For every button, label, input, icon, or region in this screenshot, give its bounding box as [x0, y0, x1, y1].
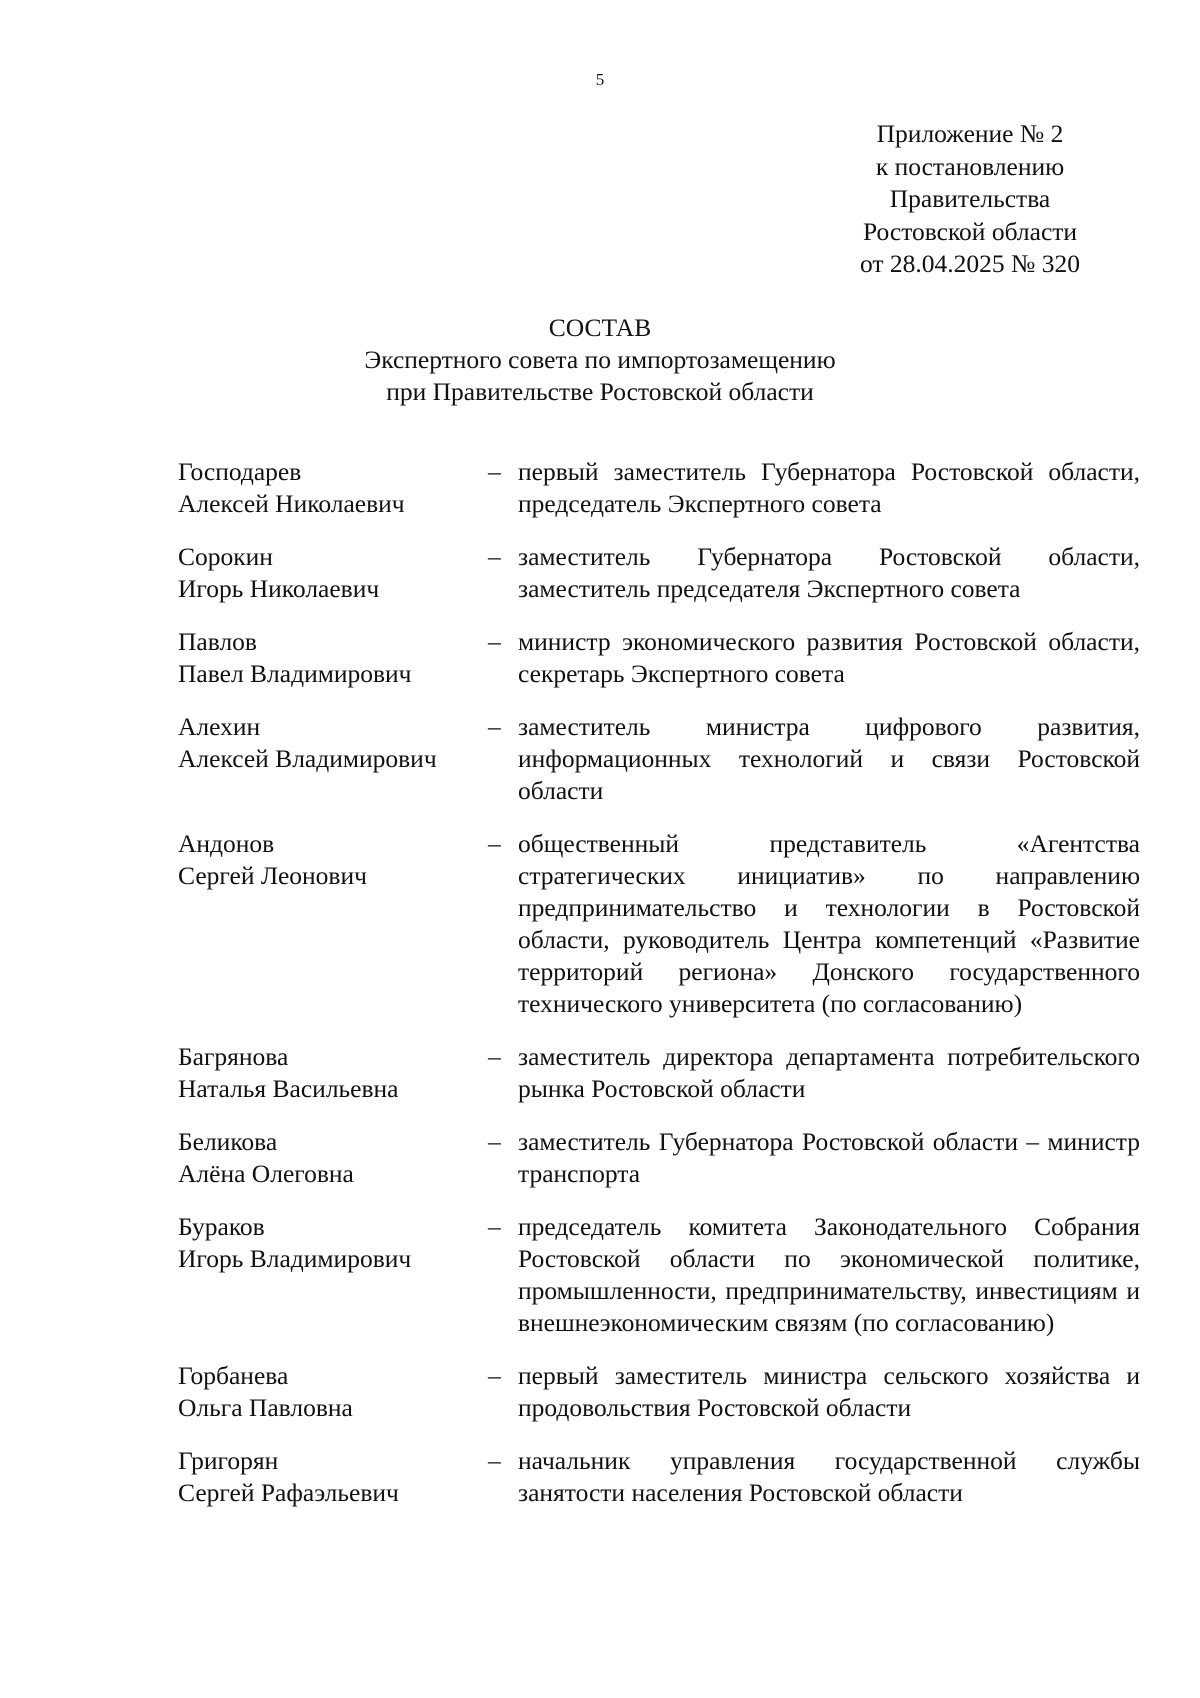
member-dash: – [488, 542, 501, 571]
member-surname: Павлов [178, 627, 257, 656]
member-position: заместитель министра цифрового развития, информационных технологий и связи Ростовской области [518, 712, 1140, 805]
member-name [178, 828, 488, 1020]
member-surname: Господарев [178, 457, 302, 486]
member-surname: Бураков [178, 1212, 265, 1241]
member-dash: – [488, 1127, 501, 1156]
member-given-name: Алексей Николаевич [178, 489, 405, 518]
member-given-name: Сергей Рафаэльевич [178, 1478, 399, 1507]
member-name [178, 456, 488, 520]
member-given-name: Павел Владимирович [178, 659, 412, 688]
member-name [178, 1445, 488, 1509]
member-given-name: Наталья Васильевна [178, 1074, 399, 1103]
member-dash: – [488, 1446, 501, 1475]
member-position: председатель комитета Законодательного Собрания Ростовской области по экономической политике, промышленности, предпринимательству, инвестициям и внешнеэкономическим связям (по согласованию) [518, 1212, 1140, 1337]
member-name [178, 711, 488, 807]
title-heading: СОСТАВ [548, 313, 652, 342]
member-position: начальник управления государственной службы занятости населения Ростовской области [518, 1446, 1140, 1507]
appendix-line: Правительства [889, 184, 1051, 213]
member-surname: Сорокин [178, 542, 273, 571]
title-subtitle-line: Экспертного совета по импортозамещению [364, 345, 836, 374]
appendix-line: Ростовской области [862, 216, 1078, 246]
member-dash: – [488, 457, 501, 486]
member-dash: – [488, 1361, 501, 1390]
appendix-line: к постановлению [875, 151, 1065, 181]
appendix-header [820, 118, 1120, 281]
appendix-line: от 28.04.2025 № 320 [859, 249, 1080, 278]
member-given-name: Игорь Владимирович [178, 1244, 412, 1273]
member-surname: Горбанева [178, 1361, 289, 1390]
page-number: 5 [595, 70, 605, 89]
member-name [178, 541, 488, 605]
member-name [178, 1041, 488, 1105]
member-name [178, 1126, 488, 1190]
member-position: первый заместитель Губернатора Ростовской области, председатель Экспертного совета [518, 457, 1140, 518]
member-surname: Багрянова [178, 1042, 289, 1071]
title-subtitle-line: при Правительстве Ростовской области [386, 377, 814, 406]
member-position: заместитель Губернатора Ростовской области, заместитель председателя Экспертного совета [518, 542, 1140, 603]
member-name [178, 1360, 488, 1424]
member-given-name: Сергей Леонович [178, 861, 367, 890]
member-dash: – [488, 712, 501, 741]
appendix-line: Приложение № 2 [876, 119, 1064, 148]
member-entry [178, 1360, 1140, 1424]
member-position: заместитель директора департамента потребительского рынка Ростовской области [518, 1042, 1140, 1103]
member-surname: Андонов [178, 829, 275, 858]
member-name [178, 626, 488, 690]
member-dash: – [488, 627, 501, 656]
member-given-name: Алексей Владимирович [178, 744, 437, 773]
member-position: первый заместитель министра сельского хозяйства и продовольствия Ростовской области [518, 1361, 1140, 1422]
members-list [178, 456, 1140, 1530]
member-given-name: Алёна Олеговна [178, 1159, 354, 1188]
member-given-name: Ольга Павловна [178, 1393, 353, 1422]
member-entry [178, 541, 1140, 605]
member-position: общественный представитель «Агентства стратегических инициатив» по направлению предпринимательство и технологии в Ростовской области, руководитель Центра компетенций «Развитие территорий региона» Донского государственного технического университета (по согласованию) [518, 829, 1140, 1018]
member-position: заместитель Губернатора Ростовской области – министр транспорта [518, 1127, 1140, 1188]
member-entry [178, 1041, 1140, 1105]
member-dash: – [488, 1212, 501, 1241]
member-entry [178, 456, 1140, 520]
member-entry [178, 711, 1140, 807]
member-entry [178, 828, 1140, 1020]
member-entry [178, 626, 1140, 690]
member-position: министр экономического развития Ростовской области, секретарь Экспертного совета [518, 627, 1140, 688]
document-title [0, 312, 1200, 408]
member-dash: – [488, 1042, 501, 1071]
member-entry [178, 1211, 1140, 1339]
member-entry [178, 1445, 1140, 1509]
member-surname: Беликова [178, 1127, 278, 1156]
member-given-name: Игорь Николаевич [178, 574, 380, 603]
member-surname: Григорян [178, 1446, 279, 1475]
member-surname: Алехин [178, 712, 261, 741]
member-entry [178, 1126, 1140, 1190]
member-dash: – [488, 829, 501, 858]
member-name [178, 1211, 488, 1339]
